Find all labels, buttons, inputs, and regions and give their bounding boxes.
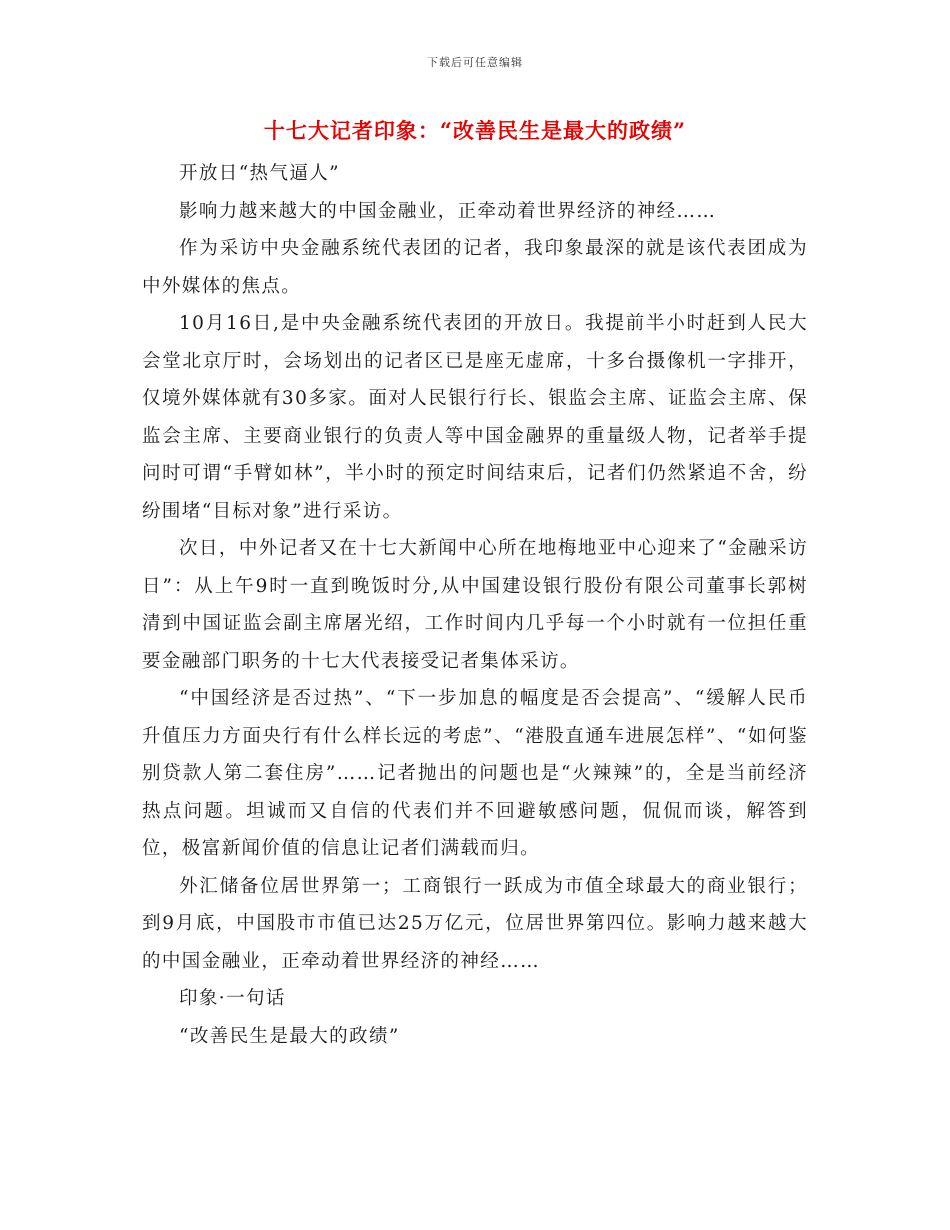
paragraph-subheading-open-day: 开放日“热气逼人”	[179, 163, 341, 184]
paragraph: “中国经济是否过热”、“下一步加息的幅度是否会提高”、“缓解人民币升值压力方面央行有什么样长远的考虑”、“港股直通车进展怎样”、“如何鉴别贷款人第二套住房”……记者抛出的问题也是“火辣辣”的，全是当前经济热点问题。坦诚而又自信的代表们并不回避敏感问题，侃侃而谈，解答到位，极富新闻价值的信息让记者们满载而归。	[142, 688, 808, 859]
paragraph: 作为采访中央金融系统代表团的记者，我印象最深的就是该代表团成为中外媒体的焦点。	[142, 238, 808, 297]
page-header-note: 下载后可任意编辑	[427, 56, 523, 69]
paragraph: 次日，中外记者又在十七大新闻中心所在地梅地亚中心迎来了“金融采访日”：从上午9时一直到晚饭时分,从中国建设银行股份有限公司董事长郭树清到中国证监会副主席屠光绍，工作时间内几乎每一个小时就有一位担任重要金融部门职务的十七大代表接受记者集体采访。	[142, 538, 808, 672]
paragraph-quote: “改善民生是最大的政绩”	[179, 1025, 400, 1047]
paragraph-subheading-impression: 印象·一句话	[179, 988, 286, 1009]
paragraph: 外汇储备位居世界第一；工商银行一跃成为市值全球最大的商业银行；到9月底，中国股市市值已达25万亿元，位居世界第四位。影响力越来越大的中国金融业，正牵动着世界经济的神经……	[142, 875, 808, 972]
paragraph: 10月16日,是中央金融系统代表团的开放日。我提前半小时赶到人民大会堂北京厅时，会场划出的记者区已是座无虚席，十多台摄像机一字排开，仅境外媒体就有30多家。面对人民银行行长、银监会主席、证监会主席、保监会主席、主要商业银行的负责人等中国金融界的重量级人物，记者举手提问时可谓“手臂如林”，半小时的预定时间结束后，记者们仍然紧追不舍，纷纷围堵“目标对象”进行采访。	[142, 313, 808, 522]
document-body	[142, 155, 808, 1055]
document-title: 十七大记者印象：“改善民生是最大的政绩”	[263, 118, 687, 143]
paragraph: 影响力越来越大的中国金融业，正牵动着世界经济的神经……	[179, 200, 717, 222]
